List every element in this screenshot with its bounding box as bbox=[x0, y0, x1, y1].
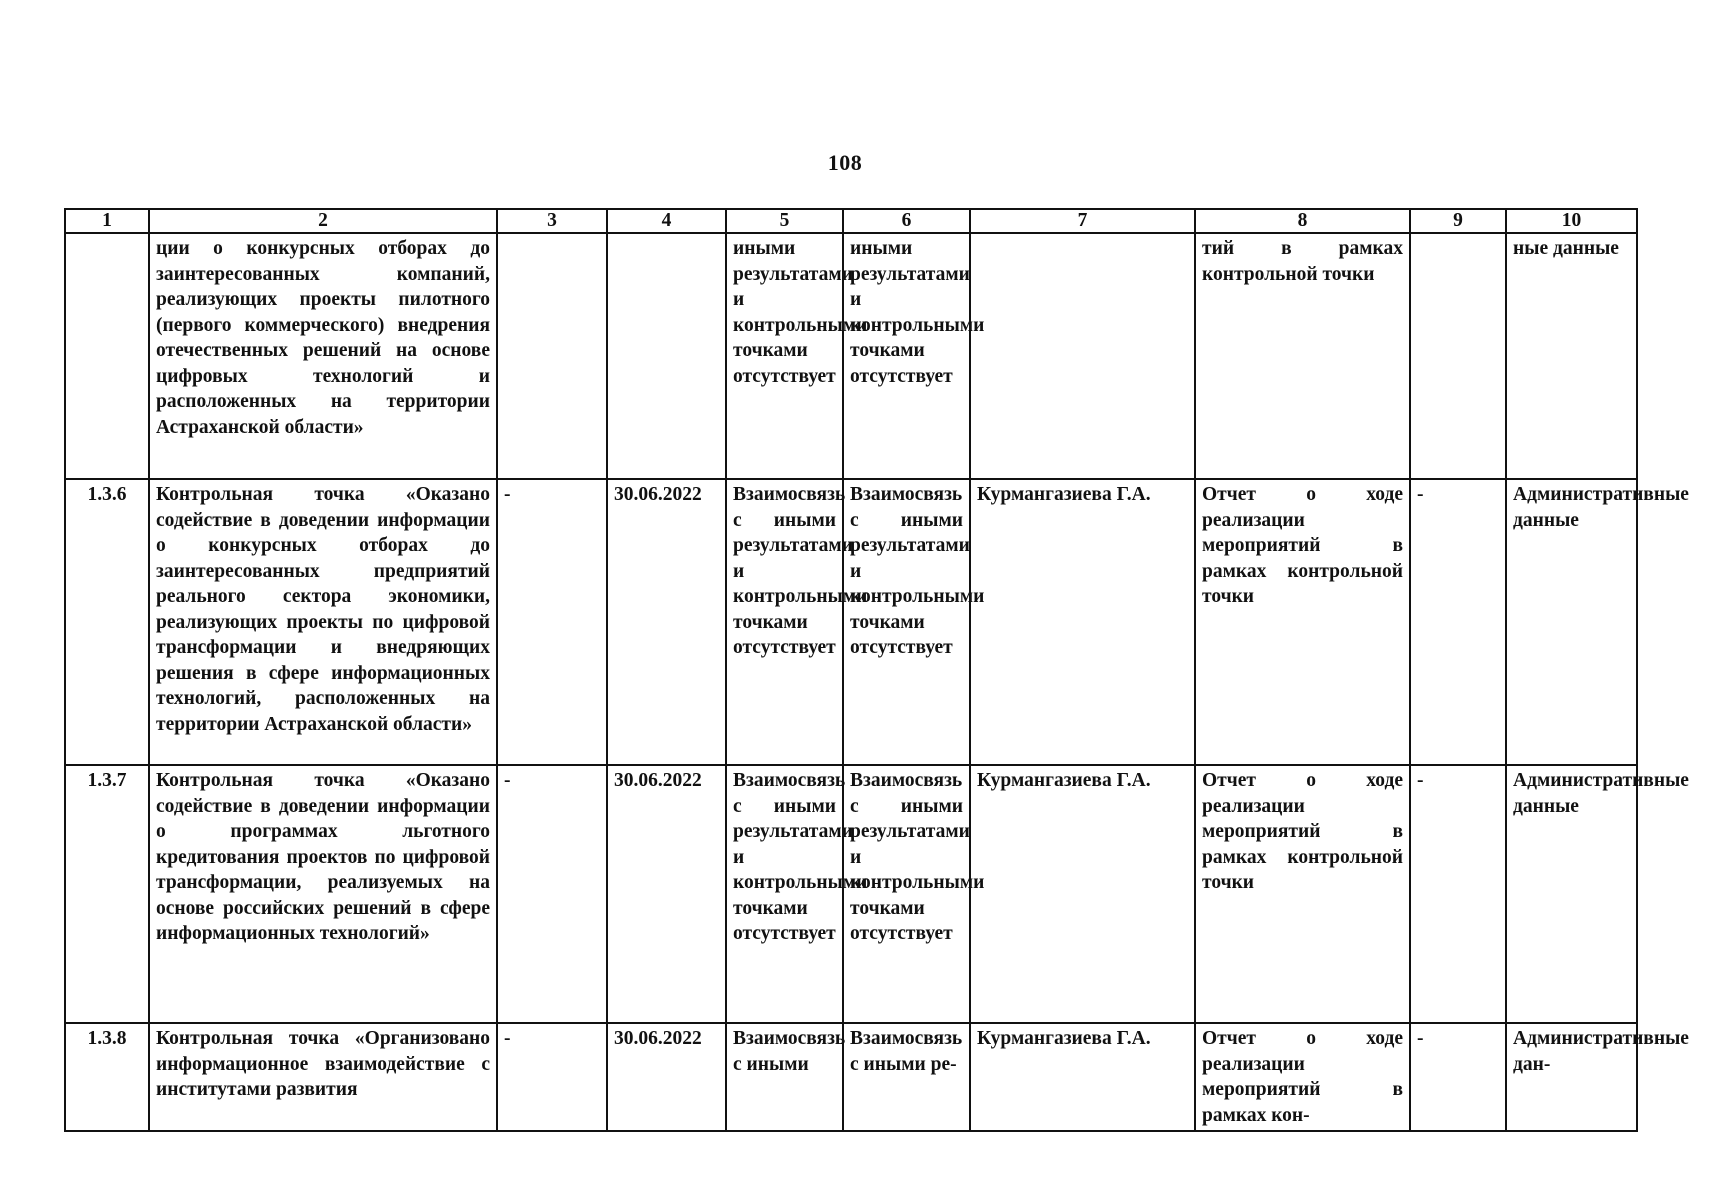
column-header-4: 4 bbox=[607, 209, 726, 233]
cell-report: Отчет о ходе реализации мероприятий в рамках контрольной точки bbox=[1195, 479, 1410, 765]
cell-data-source: Административные данные bbox=[1506, 479, 1637, 765]
cell-col3: - bbox=[497, 765, 607, 1023]
activity-table bbox=[64, 208, 1689, 1132]
table-row bbox=[65, 479, 1637, 765]
cell-col9: - bbox=[1410, 479, 1506, 765]
cell-description: Контрольная точка «Оказано содействие в доведении информации о конкурсных отборах до заинтересованных предприятий реального сектора экономики, реализующих проекты по цифровой трансформации и внедряющих решения в сфере информационных технологий, расположенных на территории Астраханской области» bbox=[149, 479, 497, 765]
cell-col9: - bbox=[1410, 765, 1506, 1023]
table-row bbox=[65, 233, 1637, 479]
cell-date: 30.06.2022 bbox=[607, 1023, 726, 1131]
cell-relation-2: Взаимосвязь с иными результатами и контрольными точками отсутствует bbox=[843, 479, 970, 765]
cell-relation: Взаимосвязь с иными результатами и контрольными точками отсутствует bbox=[726, 765, 843, 1023]
cell-date bbox=[607, 233, 726, 479]
cell-relation-2: иными результатами и контрольными точками отсутствует bbox=[843, 233, 970, 479]
cell-number: 1.3.8 bbox=[65, 1023, 149, 1131]
cell-description: Контрольная точка «Организовано информационное взаимодействие с институтами развития bbox=[149, 1023, 497, 1131]
cell-responsible: Курмангазиева Г.А. bbox=[970, 479, 1195, 765]
cell-number: 1.3.6 bbox=[65, 479, 149, 765]
cell-description: ции о конкурсных отборах до заинтересованных компаний, реализующих проекты пилотного (первого коммерческого) внедрения отечественных решений на основе цифровых технологий и расположенных на территории Астраханской области» bbox=[149, 233, 497, 479]
cell-number bbox=[65, 233, 149, 479]
cell-relation-2: Взаимосвязь с иными ре- bbox=[843, 1023, 970, 1131]
cell-data-source: Административные дан- bbox=[1506, 1023, 1637, 1131]
cell-relation: Взаимосвязь с иными результатами и контрольными точками отсутствует bbox=[726, 479, 843, 765]
cell-col9 bbox=[1410, 233, 1506, 479]
cell-report: Отчет о ходе реализации мероприятий в рамках контрольной точки bbox=[1195, 765, 1410, 1023]
column-header-1: 1 bbox=[65, 209, 149, 233]
cell-data-source: ные данные bbox=[1506, 233, 1637, 479]
column-header-5: 5 bbox=[726, 209, 843, 233]
column-header-3: 3 bbox=[497, 209, 607, 233]
cell-responsible: Курмангазиева Г.А. bbox=[970, 765, 1195, 1023]
table-row bbox=[65, 765, 1637, 1023]
header-row bbox=[65, 209, 1637, 233]
cell-col3: - bbox=[497, 479, 607, 765]
cell-relation: иными результатами и контрольными точками отсутствует bbox=[726, 233, 843, 479]
cell-number: 1.3.7 bbox=[65, 765, 149, 1023]
cell-relation: Взаимосвязь с иными bbox=[726, 1023, 843, 1131]
cell-report: тий в рамках контрольной точки bbox=[1195, 233, 1410, 479]
cell-data-source: Административные данные bbox=[1506, 765, 1637, 1023]
column-header-10: 10 bbox=[1506, 209, 1637, 233]
cell-date: 30.06.2022 bbox=[607, 765, 726, 1023]
cell-relation-2: Взаимосвязь с иными результатами и контрольными точками отсутствует bbox=[843, 765, 970, 1023]
cell-date: 30.06.2022 bbox=[607, 479, 726, 765]
cell-report: Отчет о ходе реализации мероприятий в рамках кон- bbox=[1195, 1023, 1410, 1131]
column-header-8: 8 bbox=[1195, 209, 1410, 233]
column-header-9: 9 bbox=[1410, 209, 1506, 233]
cell-description: Контрольная точка «Оказано содействие в доведении информации о программах льготного кредитования проектов по цифровой трансформации, реализуемых на основе российских решений в сфере информационных технологий» bbox=[149, 765, 497, 1023]
cell-responsible bbox=[970, 233, 1195, 479]
column-header-2: 2 bbox=[149, 209, 497, 233]
cell-col3: - bbox=[497, 1023, 607, 1131]
column-header-6: 6 bbox=[843, 209, 970, 233]
page-number: 108 bbox=[827, 150, 863, 175]
cell-col9: - bbox=[1410, 1023, 1506, 1131]
cell-responsible: Курмангазиева Г.А. bbox=[970, 1023, 1195, 1131]
table-row bbox=[65, 1023, 1637, 1131]
cell-col3 bbox=[497, 233, 607, 479]
column-header-7: 7 bbox=[970, 209, 1195, 233]
